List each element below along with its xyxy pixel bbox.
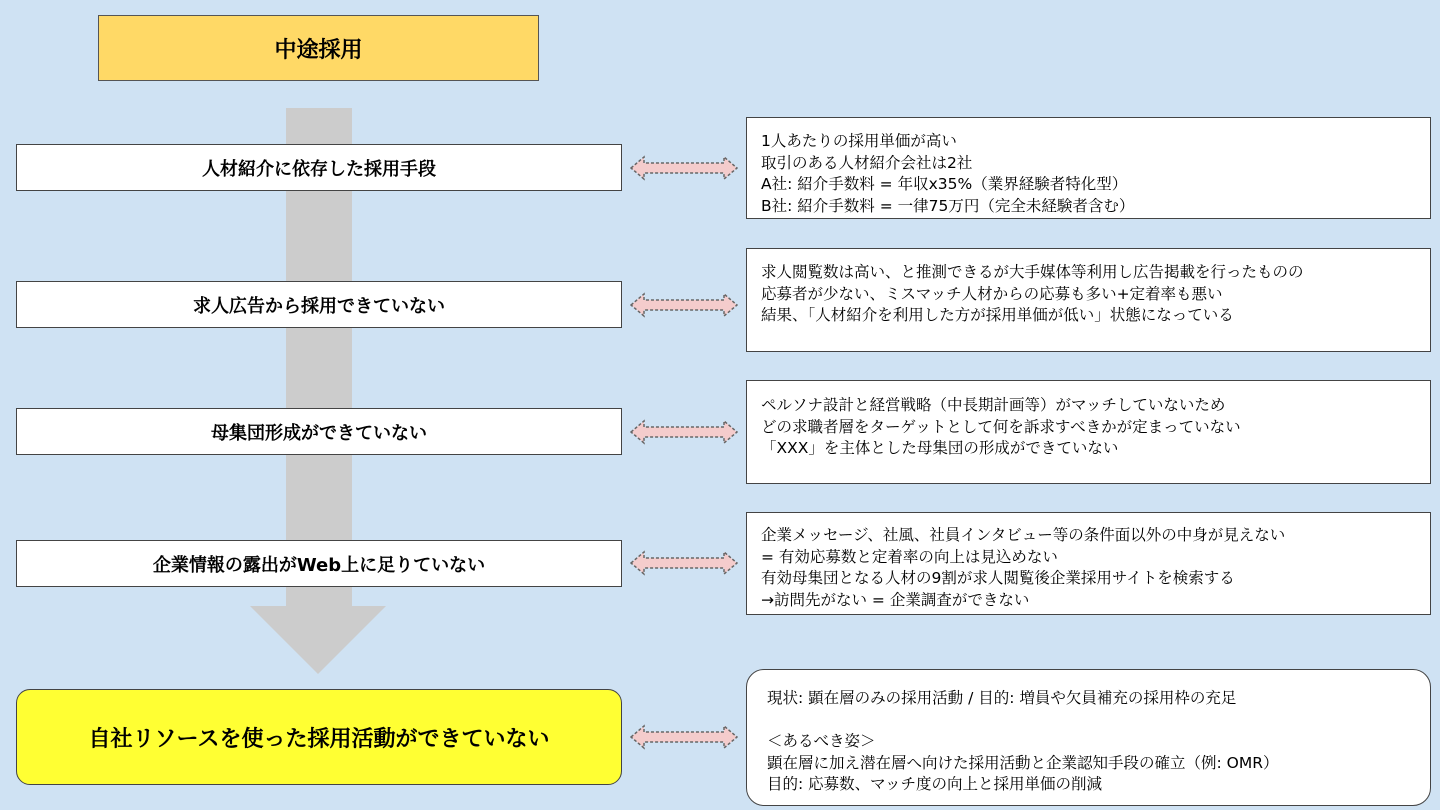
- note-line: = 有効応募数と定着率の向上は見込めない: [761, 547, 1058, 566]
- note-box: [746, 117, 1431, 219]
- conclusion-note-box: [746, 669, 1431, 806]
- step-box: 求人広告から採用できていない: [16, 281, 622, 328]
- note-line: B社: 紹介手数料 = 一律75万円（完全未経験者含む）: [761, 196, 1135, 215]
- note-line: 有効母集団となる人材の9割が求人閲覧後企業採用サイトを検索する: [761, 569, 1235, 587]
- note-box: [746, 512, 1431, 615]
- note-line: 求人閲覧数は高い、と推測できるが大手媒体等利用し広告掲載を行ったものの: [761, 263, 1304, 281]
- note-line: ペルソナ設計と経営戦略（中長期計画等）がマッチしていないため: [761, 396, 1226, 414]
- note-line: 目的: 応募数、マッチ度の向上と採用単価の削減: [767, 775, 1103, 793]
- note-box: [746, 380, 1431, 484]
- title-box: 中途採用: [98, 15, 539, 81]
- double-arrow-connector: [630, 550, 738, 576]
- note-box: [746, 248, 1431, 352]
- note-line: 取引のある人材紹介会社は2社: [761, 153, 973, 172]
- note-line: ＜あるべき姿＞: [767, 732, 876, 750]
- note-line: [767, 710, 1410, 732]
- note-line: 応募者が少ない、ミスマッチ人材からの応募も多い+定着率も悪い: [761, 284, 1223, 303]
- note-line: 1人あたりの採用単価が高い: [761, 132, 957, 150]
- flow-down-arrow: [250, 108, 386, 676]
- note-line: →訪問先がない = 企業調査ができない: [761, 590, 1030, 609]
- double-arrow-connector: [630, 155, 738, 181]
- double-arrow-connector: [630, 724, 738, 750]
- conclusion-box: 自社リソースを使った採用活動ができていない: [16, 689, 622, 785]
- step-box: 人材紹介に依存した採用手段: [16, 144, 622, 191]
- double-arrow-connector: [630, 419, 738, 445]
- note-line: どの求職者層をターゲットとして何を訴求すべきかが定まっていない: [761, 417, 1241, 436]
- note-line: 「XXX」を主体とした母集団の形成ができていない: [761, 439, 1119, 457]
- note-line: 企業メッセージ、社風、社員インタビュー等の条件面以外の中身が見えない: [761, 526, 1286, 544]
- note-line: 顕在層に加え潜在層へ向けた採用活動と企業認知手段の確立（例: OMR）: [767, 753, 1279, 772]
- step-box: 企業情報の露出がWeb上に足りていない: [16, 540, 622, 587]
- double-arrow-connector: [630, 292, 738, 318]
- note-line: 結果、「人材紹介を利用した方が採用単価が低い」状態になっている: [761, 306, 1234, 324]
- step-box: 母集団形成ができていない: [16, 408, 622, 455]
- note-line: A社: 紹介手数料 = 年収x35%（業界経験者特化型）: [761, 175, 1128, 193]
- note-line: 現状: 顕在層のみの採用活動 / 目的: 増員や欠員補充の採用枠の充足: [767, 689, 1237, 707]
